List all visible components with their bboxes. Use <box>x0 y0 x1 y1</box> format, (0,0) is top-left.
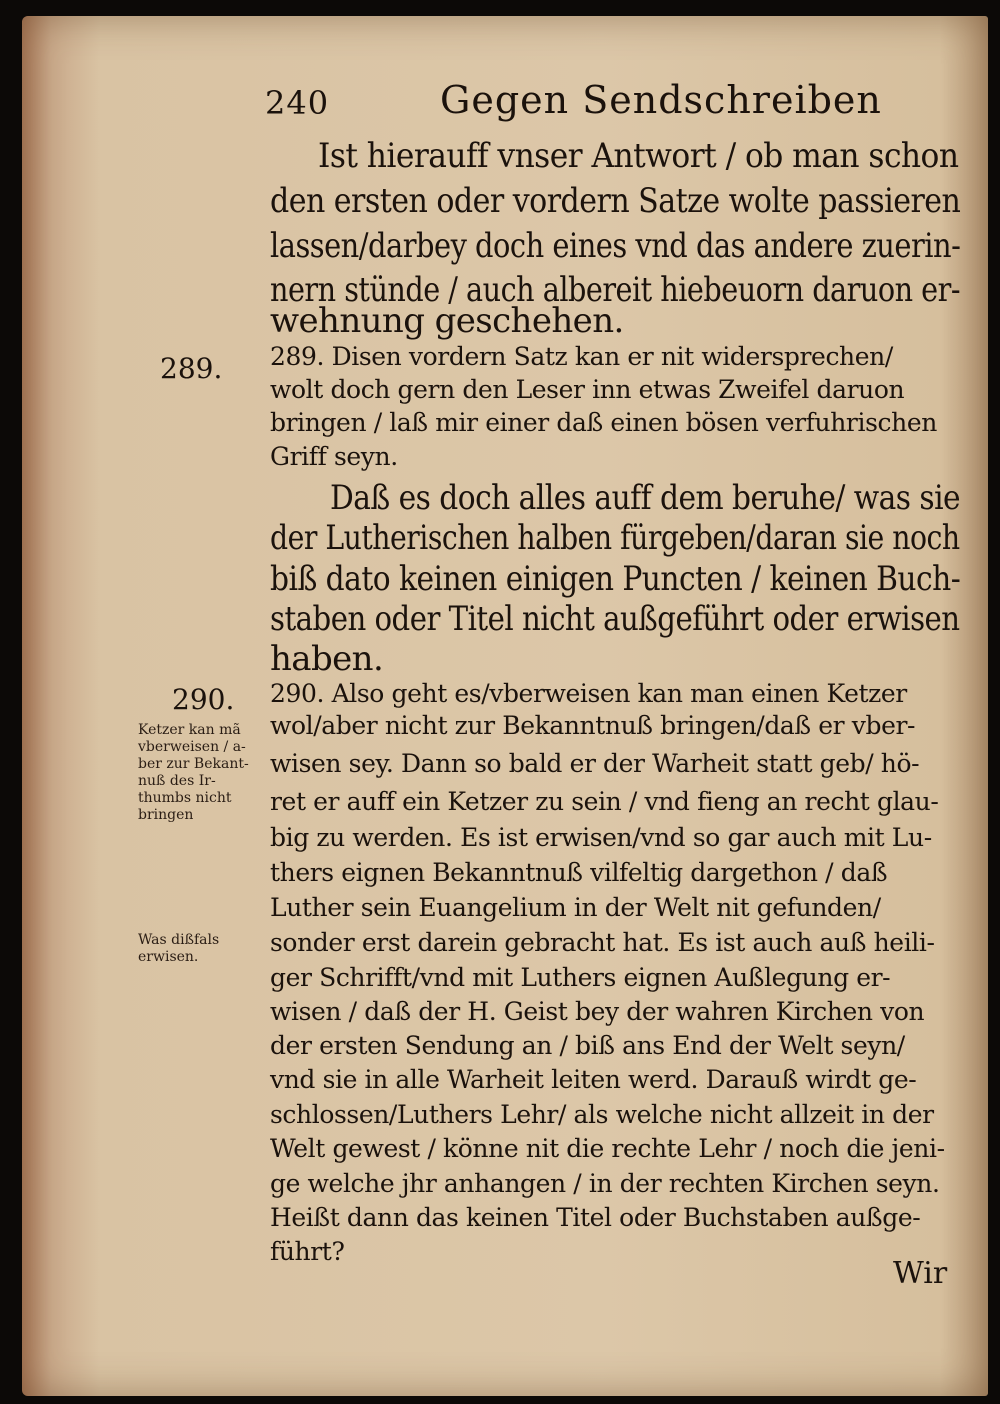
text-line: vnd sie in alle Warheit leiten werd. Darauß wirdt ge- <box>270 1065 917 1094</box>
text-line: 290. Also geht es/vberweisen kan man einen Ketzer <box>270 679 907 708</box>
text-line: führt? <box>270 1237 345 1266</box>
text-line: nern stünde / auch albereit hiebeuorn daruon er- <box>270 270 961 310</box>
margin-note-line: nuß des Ir- <box>138 773 216 789</box>
text-line: ger Schrifft/vnd mit Luthers eignen Außlegung er- <box>270 963 891 992</box>
margin-note-line: Ketzer kan mã <box>138 722 241 738</box>
text-line: wisen sey. Dann so bald er der Warheit statt geb/ hö- <box>270 749 920 778</box>
margin-note-line: ber zur Bekant- <box>138 756 249 772</box>
catchword: Wir <box>893 1256 948 1291</box>
margin-number-290: 290. <box>172 683 235 716</box>
text-line: thers eignen Bekanntnuß vilfeltig dargethon / daß <box>270 858 888 887</box>
text-line: Daß es doch alles auff dem beruhe/ was sie <box>330 478 961 518</box>
margin-note <box>138 932 219 966</box>
text-line: bringen / laß mir einer daß einen bösen verfuhrischen <box>270 408 937 437</box>
text-line: staben oder Titel nicht außgeführt oder erwisen <box>270 599 960 639</box>
text-line: wisen / daß der H. Geist bey der wahren Kirchen von <box>270 997 925 1026</box>
margin-number-289: 289. <box>160 352 223 385</box>
margin-note-line: thumbs nicht <box>138 790 232 806</box>
margin-note-line: vberweisen / a- <box>138 739 246 755</box>
text-line: ret er auff ein Ketzer zu sein / vnd fieng an recht glau- <box>270 787 939 816</box>
text-line: sonder erst darein gebracht hat. Es ist auch auß heili- <box>270 928 935 957</box>
text-line: schlossen/Luthers Lehr/ als welche nicht allzeit in der <box>270 1100 934 1129</box>
text-line: Griff seyn. <box>270 442 398 471</box>
text-line: 289. Disen vordern Satz kan er nit widersprechen/ <box>270 342 893 371</box>
text-line: biß dato keinen einigen Puncten / keinen Buch- <box>270 559 961 599</box>
text-line: wehnung geschehen. <box>270 301 624 341</box>
text-line: ge welche jhr anhangen / in der rechten Kirchen seyn. <box>270 1169 940 1198</box>
running-title: Gegen Sendschreiben <box>440 78 882 122</box>
text-line: wolt doch gern den Leser inn etwas Zweifel daruon <box>270 375 905 404</box>
text-line: lassen/darbey doch eines vnd das andere zuerin- <box>270 226 961 266</box>
margin-note-line: erwisen. <box>138 949 199 965</box>
page-number: 240 <box>265 84 330 122</box>
text-line: Luther sein Euangelium in der Welt nit gefunden/ <box>270 893 881 922</box>
text-line: der ersten Sendung an / biß ans End der Welt seyn/ <box>270 1031 905 1060</box>
margin-note <box>138 722 249 824</box>
text-line: Welt gewest / könne nit die rechte Lehr / noch die jeni- <box>270 1134 945 1163</box>
text-line: Ist hierauff vnser Antwort / ob man schon <box>318 136 959 176</box>
text-line: den ersten oder vordern Satze wolte passieren <box>270 181 961 221</box>
text-line: Heißt dann das keinen Titel oder Buchstaben außge- <box>270 1203 921 1232</box>
margin-note-line: Was dißfals <box>138 932 220 948</box>
text-line: haben. <box>270 639 384 679</box>
text-line: wol/aber nicht zur Bekanntnuß bringen/daß er vber- <box>270 711 916 740</box>
margin-note-line: bringen <box>138 807 194 823</box>
text-line: der Lutherischen halben fürgeben/daran sie noch <box>270 518 960 558</box>
text-line: big zu werden. Es ist erwisen/vnd so gar auch mit Lu- <box>270 823 932 852</box>
